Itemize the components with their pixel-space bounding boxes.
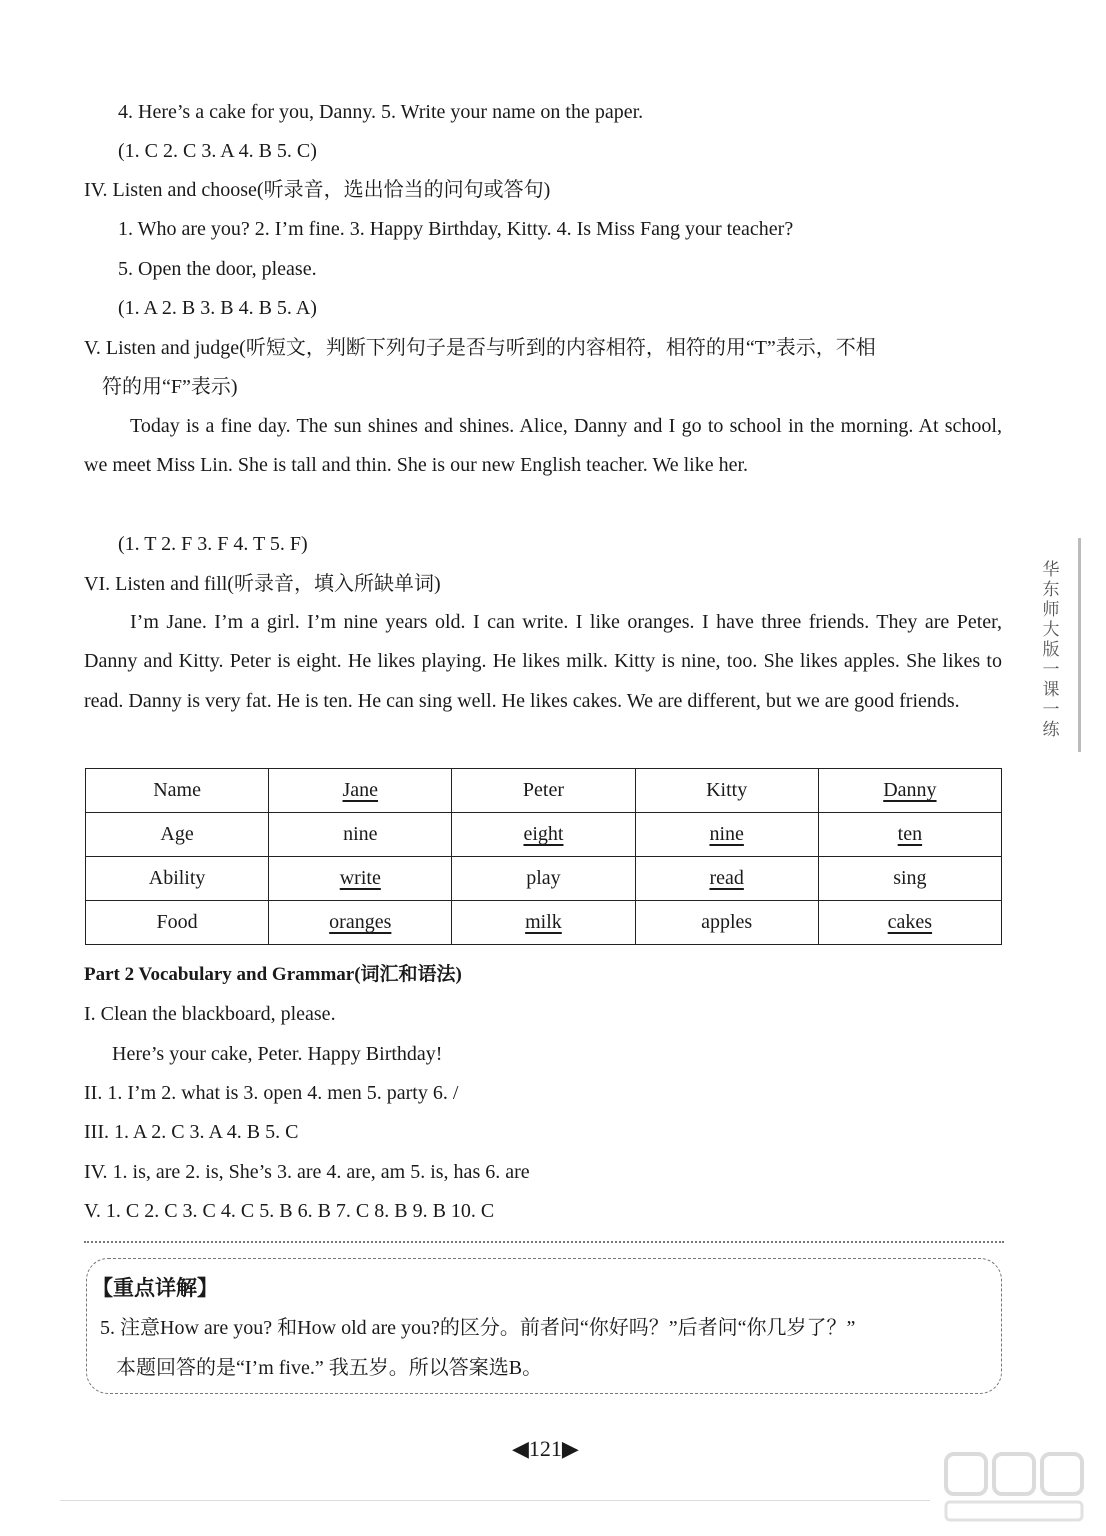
table-row	[86, 901, 1002, 945]
row-label: Food	[86, 901, 269, 945]
bottom-rule	[60, 1500, 930, 1501]
table-cell: play	[526, 867, 561, 889]
table-row	[86, 857, 1002, 901]
table-cell: ten	[897, 823, 923, 845]
table-cell: cakes	[887, 911, 933, 933]
sec4-heading: IV. Listen and choose(听录音，选出恰当的问句或答句)	[84, 179, 551, 201]
page-number: ◀121▶	[512, 1436, 579, 1461]
side-rule	[1078, 538, 1081, 752]
sec6-heading: VI. Listen and fill(听录音，填入所缺单词)	[84, 573, 441, 595]
table-cell: write	[339, 867, 381, 889]
part2-iii: III. 1. A 2. C 3. A 4. B 5. C	[84, 1121, 299, 1143]
table-cell: milk	[525, 911, 562, 933]
part2-ii: II. 1. I’m 2. what is 3. open 4. men 5. party 6. /	[84, 1082, 459, 1104]
sec6-passage	[84, 603, 1002, 721]
sec3-answers: (1. C 2. C 3. A 4. B 5. C)	[118, 140, 317, 162]
table-cell: Kitty	[706, 779, 748, 801]
watermark-logo	[940, 1446, 1090, 1526]
part2-i-line2: Here’s your cake, Peter. Happy Birthday!	[112, 1043, 443, 1065]
table-row	[86, 769, 1002, 813]
row-label: Ability	[86, 857, 269, 901]
table-cell: oranges	[329, 911, 392, 933]
sec3-items: 4. Here’s a cake for you, Danny. 5. Write your name on the paper.	[118, 101, 644, 123]
side-running-title: 华东师大版一课一练	[1042, 560, 1060, 739]
part2-iv: IV. 1. is, are 2. is, She’s 3. are 4. are, am 5. is, has 6. are	[84, 1161, 530, 1183]
table-cell: Danny	[883, 779, 937, 801]
sec5-heading: V. Listen and judge(听短文，判断下列句子是否与听到的内容相符，相符的用“T”表示，不相	[84, 337, 876, 359]
table-cell: apples	[701, 911, 753, 933]
table-cell: nine	[343, 823, 378, 845]
table-cell: sing	[893, 867, 927, 889]
row-label: Age	[86, 813, 269, 857]
part2-v: V. 1. C 2. C 3. C 4. C 5. B 6. B 7. C 8. B 9. B 10. C	[84, 1200, 495, 1222]
sec5-heading-cont: 符的用“F”表示)	[102, 376, 238, 398]
table-cell: nine	[709, 823, 744, 845]
sec4-answers: (1. A 2. B 3. B 4. B 5. A)	[118, 297, 317, 319]
sec5-passage	[84, 407, 1002, 486]
table-cell: Peter	[522, 779, 565, 801]
part2-title: Part 2 Vocabulary and Grammar(词汇和语法)	[84, 964, 462, 985]
table-row	[86, 813, 1002, 857]
dotted-divider	[84, 1241, 1004, 1243]
answer-table	[85, 768, 1002, 945]
sec6-passage-text: I’m Jane. I’m a girl. I’m nine years old. I can write. I like oranges. I have three friends. They are Peter, Danny and Kitty. Peter is eight. He likes playing. He likes milk. Kitty is nine, too. She likes apples. She likes to read. Danny is very fat. He is ten. He can sing well. He likes cakes. We are different, but we are good friends.	[84, 611, 1002, 712]
note-title: 【重点详解】	[92, 1276, 218, 1300]
note-line2: 本题回答的是“I’m five.” 我五岁。所以答案选B。	[116, 1357, 543, 1379]
sec5-answers: (1. T 2. F 3. F 4. T 5. F)	[118, 533, 308, 555]
sec5-passage-text: Today is a fine day. The sun shines and shines. Alice, Danny and I go to school in the morning. At school, we meet Miss Lin. She is tall and thin. She is our new English teacher. We like her.	[84, 415, 1002, 477]
sec4-line1: 1. Who are you? 2. I’m fine. 3. Happy Birthday, Kitty. 4. Is Miss Fang your teacher?	[118, 218, 794, 240]
note-line1: 5. 注意How are you? 和How old are you?的区分。前者问“你好吗？”后者问“你几岁了？”	[100, 1317, 856, 1339]
part2-i-line1: I. Clean the blackboard, please.	[84, 1003, 336, 1025]
table-cell: Jane	[342, 779, 379, 801]
table-cell: read	[709, 867, 744, 889]
sec4-line2: 5. Open the door, please.	[118, 258, 317, 280]
table-cell: eight	[523, 823, 564, 845]
row-label: Name	[86, 769, 269, 813]
